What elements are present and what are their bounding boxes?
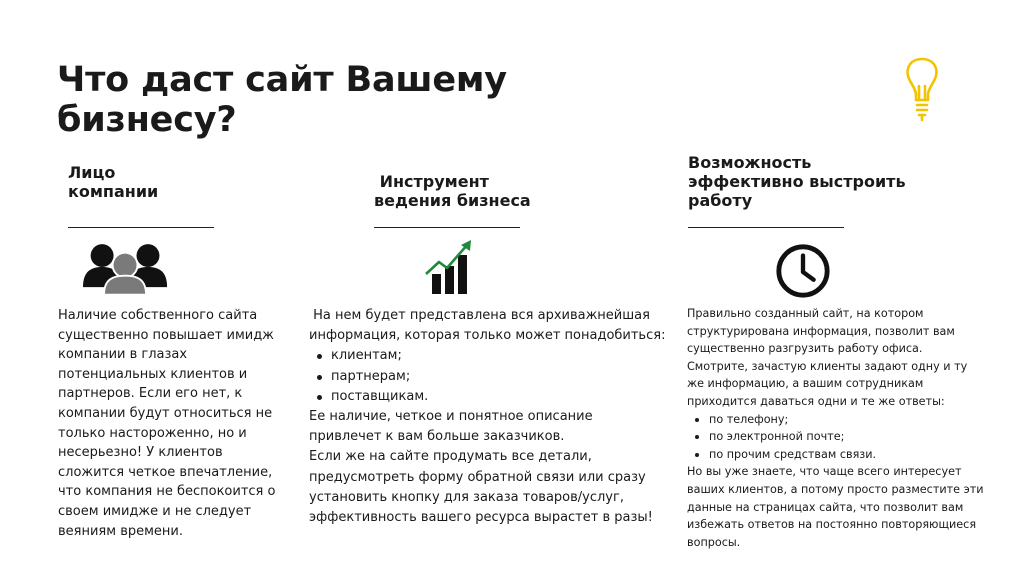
people-group-icon <box>83 240 169 296</box>
column-2-bullet-list <box>309 346 669 407</box>
column-3-body <box>687 305 987 551</box>
page-title: Что даст сайт Вашему бизнесу? <box>57 60 507 140</box>
column-2-divider <box>374 227 520 228</box>
list-item: по телефону; <box>695 411 987 429</box>
column-2-outro: Если же на сайте продумать все детали, предусмотреть форму обратной связи или сразу установить кнопку для заказа товаров/услуг, эффективность вашего ресурса вырастет в разы! <box>309 449 653 526</box>
column-3-intro: Смотрите, зачастую клиенты задают одну и ту же информацию, а вашим сотрудникам приходится даваться одни и те же ответы: <box>687 359 968 408</box>
list-item: партнерам; <box>317 367 669 387</box>
column-2-outro: Ее наличие, четкое и понятное описание привлечет к вам больше заказчиков. <box>309 409 593 445</box>
column-3-intro: Правильно созданный сайт, на котором структурирована информация, позволит вам существенно разгрузить работу офиса. <box>687 307 955 356</box>
list-item: клиентам; <box>317 346 669 366</box>
lightbulb-icon <box>902 56 942 122</box>
list-item: поставщикам. <box>317 387 669 407</box>
column-1-divider <box>68 227 214 228</box>
clock-icon <box>774 242 832 300</box>
growth-chart-icon <box>424 238 474 296</box>
column-3-divider <box>688 227 844 228</box>
list-item: по прочим средствам связи. <box>695 446 987 464</box>
column-2-intro: На нем будет представлена вся архиважнейшая информация, которая только может понадобиться: <box>309 308 666 344</box>
list-item: по электронной почте; <box>695 428 987 446</box>
column-2-heading: Инструмент ведения бизнеса <box>374 172 531 210</box>
column-1-body <box>58 306 278 541</box>
column-2-body <box>309 306 669 528</box>
column-3-bullet-list <box>687 411 987 464</box>
column-3-outro: Но вы уже знаете, что чаще всего интересует ваших клиентов, а потому просто разместите эти данные на страницах сайта, что позволит вам избежать ответов на постоянно повторяющиеся вопросы. <box>687 465 984 549</box>
column-3-heading: Возможность эффективно выстроить работу <box>688 153 906 210</box>
column-1-paragraph: Наличие собственного сайта существенно повышает имидж компании в глазах потенциальных клиентов и партнеров. Если его нет, к компании будут относиться не только настороженно, но и несерьезно! У клиентов сложится четкое впечатление, что компания не беспокоится о своем имидже и не следует веяниям времени. <box>58 308 276 539</box>
column-1-heading: Лицо компании <box>68 163 159 201</box>
